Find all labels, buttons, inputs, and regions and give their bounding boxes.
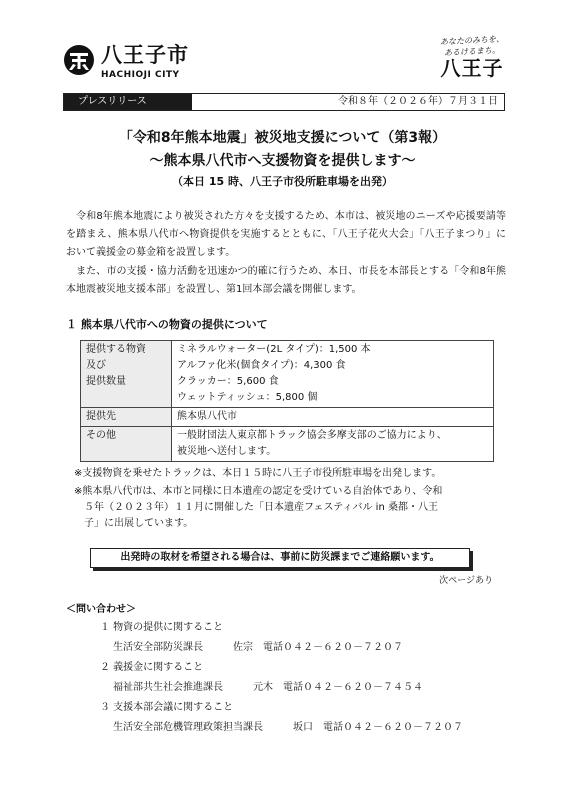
supply-item: ミネラルウォーター(2L タイプ)：1,500 本 — [177, 344, 371, 355]
row-header-line: 提供数量 — [86, 376, 126, 387]
note-truck-departure: ※支援物資を乗せたトラックは、本日１５時に八王子市役所駐車場を出発します。 — [74, 468, 442, 479]
other-line: 一般財団法人東京都トラック協会多摩支部のご協力により、 — [177, 430, 447, 441]
contact-topic: ２ 義援金に関すること — [100, 662, 204, 673]
brand-tagline-2: あるけるまち。 — [443, 45, 501, 58]
table-row — [81, 341, 494, 408]
table-row — [81, 427, 494, 462]
next-page-note: 次ページあり — [439, 576, 493, 586]
city-name-en: HACHIOJI CITY — [101, 70, 180, 80]
table-row-header: 提供先 — [81, 408, 172, 427]
city-emblem-icon — [63, 44, 95, 76]
brand-tagline-1: あなたのみちを、 — [439, 34, 505, 47]
table-cell-supplies — [172, 341, 494, 408]
brand-word: 八王子 — [440, 56, 504, 80]
section-1-heading: １ 熊本県八代市への物資の提供について — [66, 318, 268, 331]
table-row-header — [81, 341, 172, 408]
city-name: 八王子市 — [101, 43, 189, 67]
table-row-header: その他 — [81, 427, 172, 462]
contacts-heading: ＜問い合わせ＞ — [66, 604, 136, 615]
table-cell-recipient: 熊本県八代市 — [172, 408, 494, 427]
title-main: 「令和8年熊本地震」被災地支援について（第3報） — [118, 130, 447, 146]
body-paragraph-2: また、市の支援・協力活動を迅速かつ的確に行うため、本日、市長を本部長とする「令和8年熊本地震被災地支援本部」を設置し、第1回本部会議を開催します。 — [66, 266, 506, 295]
note-line: ※熊本県八代市は、本市と同様に日本遺産の認定を受けている自治体であり、令和 — [74, 486, 443, 497]
contact-detail: 福祉部共生社会推進課長 元木 電話０４２－６２０－７４５４ — [113, 682, 423, 693]
contact-detail: 生活安全部防災課長 佐宗 電話０４２－６２０－７２０７ — [113, 642, 403, 653]
title-note: （本日 15 時、八王子市役所駐車場を出発） — [172, 175, 393, 188]
supplies-table — [80, 340, 494, 462]
table-cell-other — [172, 427, 494, 462]
row-header-line: 提供する物資 — [86, 344, 146, 355]
row-header-line: 及び — [86, 360, 106, 371]
contact-topic: １ 物資の提供に関すること — [100, 622, 224, 633]
note-line: 子」に出展しています。 — [84, 518, 194, 529]
body-paragraph-1: 令和8年熊本地震により被災された方々を支援するため、本市は、被災地のニーズや応援要請等を踏まえ、熊本県八代市へ物資提供を実施するとともに、「八王子花火大会」「八王子まつり」において義援金の募金箱を設置します。 — [66, 211, 506, 258]
release-label: プレスリリース — [64, 94, 192, 110]
table-row — [81, 408, 494, 427]
other-line: 被災地へ送付します。 — [177, 446, 277, 457]
supply-item: クラッカー：5,600 食 — [177, 376, 279, 387]
note-yatsushiro — [74, 484, 506, 532]
supply-item: ウェットティッシュ：5,800 個 — [177, 392, 318, 403]
contact-detail: 生活安全部危機管理政策担当課長 坂口 電話０４２－６２０－７２０７ — [113, 722, 463, 733]
city-brand-logo — [432, 35, 512, 79]
release-header-bar — [63, 93, 505, 111]
title-sub: ～熊本県八代市へ支援物資を提供します～ — [149, 153, 416, 169]
note-line: ５年（２０２３年）１１月に開催した「日本遺産フェスティバル in 桑都・八王 — [84, 502, 438, 513]
release-date: 令和８年（２０２６年）７月３１日 — [338, 96, 498, 107]
supply-item: アルファ化米(個食タイプ)：4,300 食 — [177, 360, 346, 371]
contact-topic: ３ 支援本部会議に関すること — [100, 702, 234, 713]
press-coverage-notice: 出発時の取材を希望される場合は、事前に防災課までご連絡願います。 — [90, 548, 470, 568]
